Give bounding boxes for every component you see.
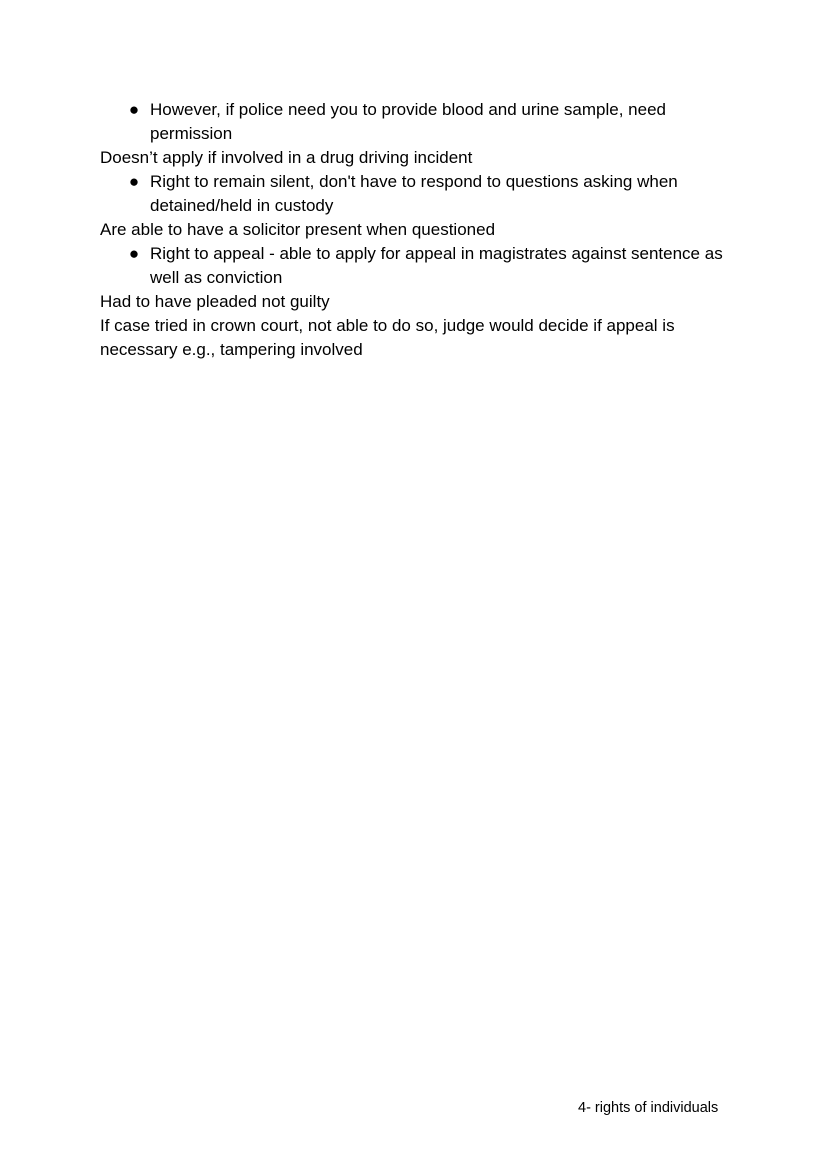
paragraph-crown-court: If case tried in crown court, not able to do so, judge would decide if appeal is necessary e.g., tampering involved	[100, 316, 675, 359]
bullet-item-remain-silent	[100, 170, 740, 218]
bullet-icon: ●	[128, 244, 140, 263]
bullet-text: Right to appeal - able to apply for appeal in magistrates against sentence as well as conviction	[150, 244, 723, 287]
bullet-item-blood-sample	[100, 98, 740, 146]
bullet-icon: ●	[128, 100, 140, 119]
paragraph-pleaded-not-guilty: Had to have pleaded not guilty	[100, 292, 330, 311]
page-footer: 4- rights of individuals	[578, 1100, 719, 1116]
document-body	[100, 98, 740, 362]
bullet-text: However, if police need you to provide blood and urine sample, need permission	[150, 100, 667, 143]
bullet-text: Right to remain silent, don't have to respond to questions asking when detained/held in custody	[150, 172, 678, 215]
bullet-item-right-to-appeal	[100, 242, 740, 290]
paragraph-drug-driving: Doesn’t apply if involved in a drug driving incident	[100, 148, 473, 167]
paragraph-solicitor: Are able to have a solicitor present when questioned	[100, 220, 496, 239]
bullet-icon: ●	[128, 172, 140, 191]
